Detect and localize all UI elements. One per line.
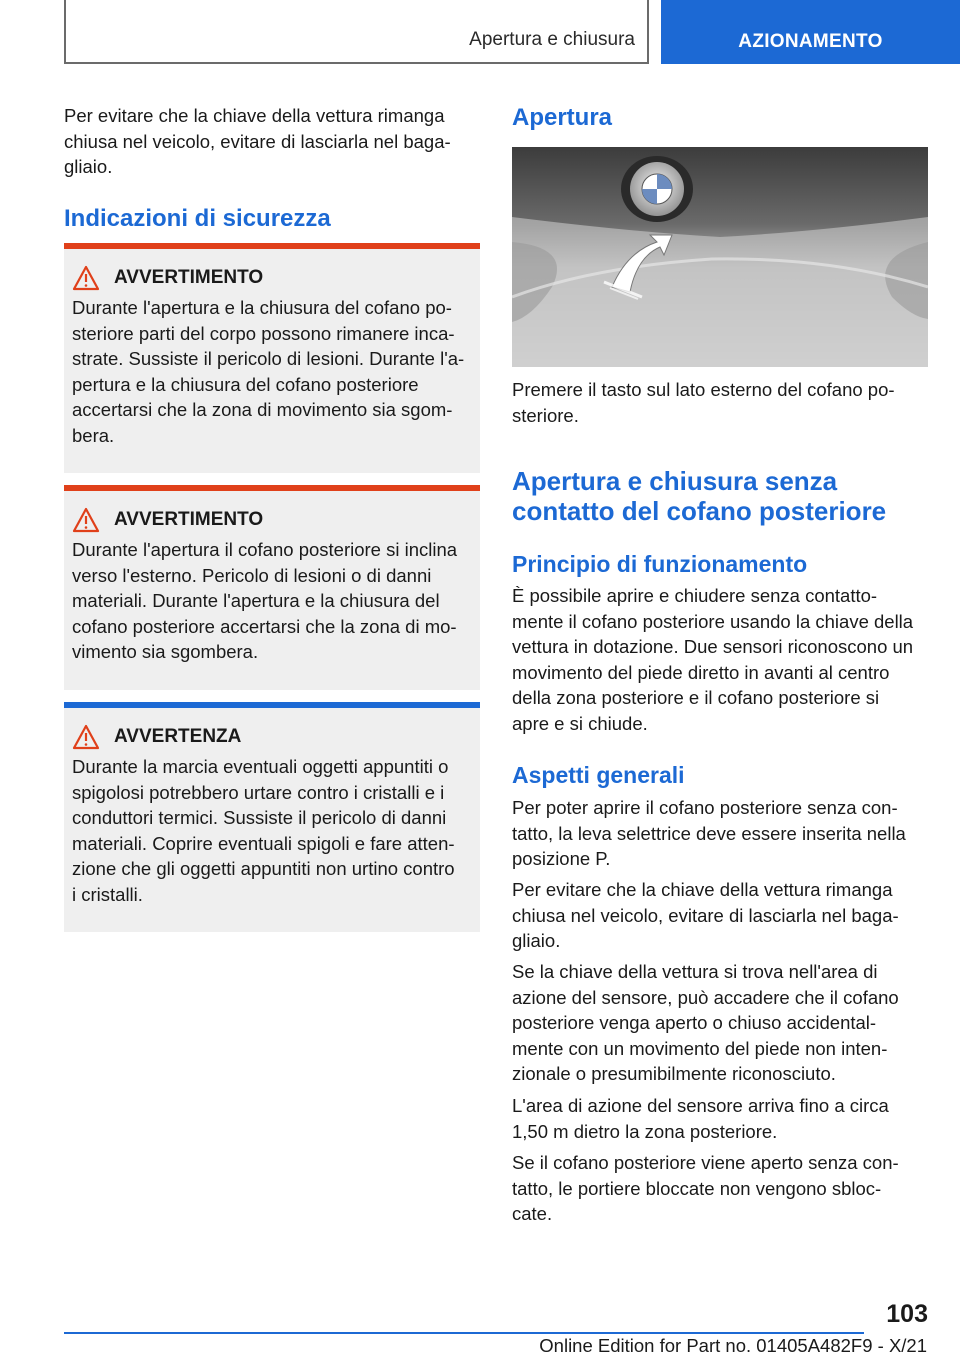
aspetti-para-3: Se la chiave della vettura si trova nell'area di azione del sensore, può accadere che il cofano posteriore venga aperto o chiuso accidental- mente con un movimento del piede non inten- zionale o presumibilmente riconosciuto. — [512, 961, 899, 1085]
footer-edition: Online Edition for Part no. 01405A482F9 - X/21 — [539, 1335, 927, 1356]
intro-line: gliaio. — [64, 156, 113, 178]
page-number: 103 — [886, 1300, 928, 1328]
apertura-text: Premere il tasto sul lato esterno del cofano po- steriore. — [512, 379, 895, 426]
section-heading: Apertura e chiusura senza contatto del cofano posteriore — [512, 466, 887, 526]
intro-line: chiusa nel veicolo, evitare di lasciarla nel baga- — [64, 130, 451, 152]
warning-text: Durante l'apertura il cofano posteriore si inclina verso l'esterno. Pericolo di lesioni o di danni materiali. Durante l'apertura e la chiusura del cofano posteriore accertarsi che la zona di mo- vimento sia sgombera. — [72, 539, 458, 663]
header-section-tab — [64, 0, 649, 64]
notice-title-row — [72, 722, 480, 752]
header-chapter-title: AZIONAMENTO — [738, 31, 883, 52]
notice-title: AVVERTENZA — [114, 726, 242, 747]
header-chapter-tab — [661, 0, 960, 64]
warning-bar — [64, 485, 480, 491]
aspetti-para-5: Se il cofano posteriore viene aperto senza con- tatto, le portiere bloccate non vengono sbloc- cate. — [512, 1152, 899, 1225]
warning-text: Durante l'apertura e la chiusura del cofano po- steriore parti del corpo possono rimanere inca- strate. Sussiste il pericolo di lesioni. Durante l'a- pertura e la chiusura del cofano posteriore accertarsi che la zona di movimento sia sgom- bera. — [72, 297, 465, 446]
footer-divider — [64, 1332, 864, 1334]
apertura-heading: Apertura — [512, 104, 613, 131]
aspetti-para-1: Per poter aprire il cofano posteriore senza con- tatto, la leva selettrice deve essere inserita nella posizione P. — [512, 797, 906, 870]
notice-box — [64, 702, 480, 932]
aspetti-para-4: L'area di azione del sensore arriva fino a circa 1,50 m dietro la zona posteriore. — [512, 1095, 889, 1142]
warning-box-1 — [64, 243, 480, 473]
intro-line: Per evitare che la chiave della vettura rimanga — [64, 105, 445, 126]
warning-bar — [64, 243, 480, 249]
warning-triangle-icon — [72, 724, 100, 750]
principio-heading: Principio di funzionamento — [512, 551, 808, 577]
safety-heading: Indicazioni di sicurezza — [64, 205, 331, 232]
warning-triangle-icon — [72, 507, 100, 533]
notice-bar — [64, 702, 480, 708]
header-section-title: Apertura e chiusura — [469, 29, 635, 50]
warning-title: AVVERTIMENTO — [114, 267, 264, 288]
warning-box-2 — [64, 485, 480, 690]
warning-triangle-icon — [72, 265, 100, 291]
warning-title-row — [72, 505, 480, 535]
warning-title-row — [72, 263, 480, 293]
notice-text: Durante la marcia eventuali oggetti appuntiti o spigolosi potrebbero urtare contro i cristalli e i conduttori termici. Sussiste il pericolo di danni materiali. Coprire eventuali spigoli e fare atten- zione che gli oggetti appuntiti non urtino contro i cristalli. — [72, 756, 455, 905]
warning-title: AVVERTIMENTO — [114, 509, 264, 530]
aspetti-heading: Aspetti generali — [512, 762, 685, 788]
principio-text: È possibile aprire e chiudere senza contatto- mente il cofano posteriore usando la chiave della vettura in dotazione. Due sensori riconoscono un movimento del piede diretto in avanti al centro della zona posteriore e il cofano posteriore si apre e si chiude. — [512, 585, 914, 734]
intro-paragraph — [64, 103, 480, 180]
aspetti-para-2: Per evitare che la chiave della vettura rimanga chiusa nel veicolo, evitare di lasciarla nel baga- gliaio. — [512, 879, 899, 952]
tailgate-button-image — [512, 147, 928, 367]
